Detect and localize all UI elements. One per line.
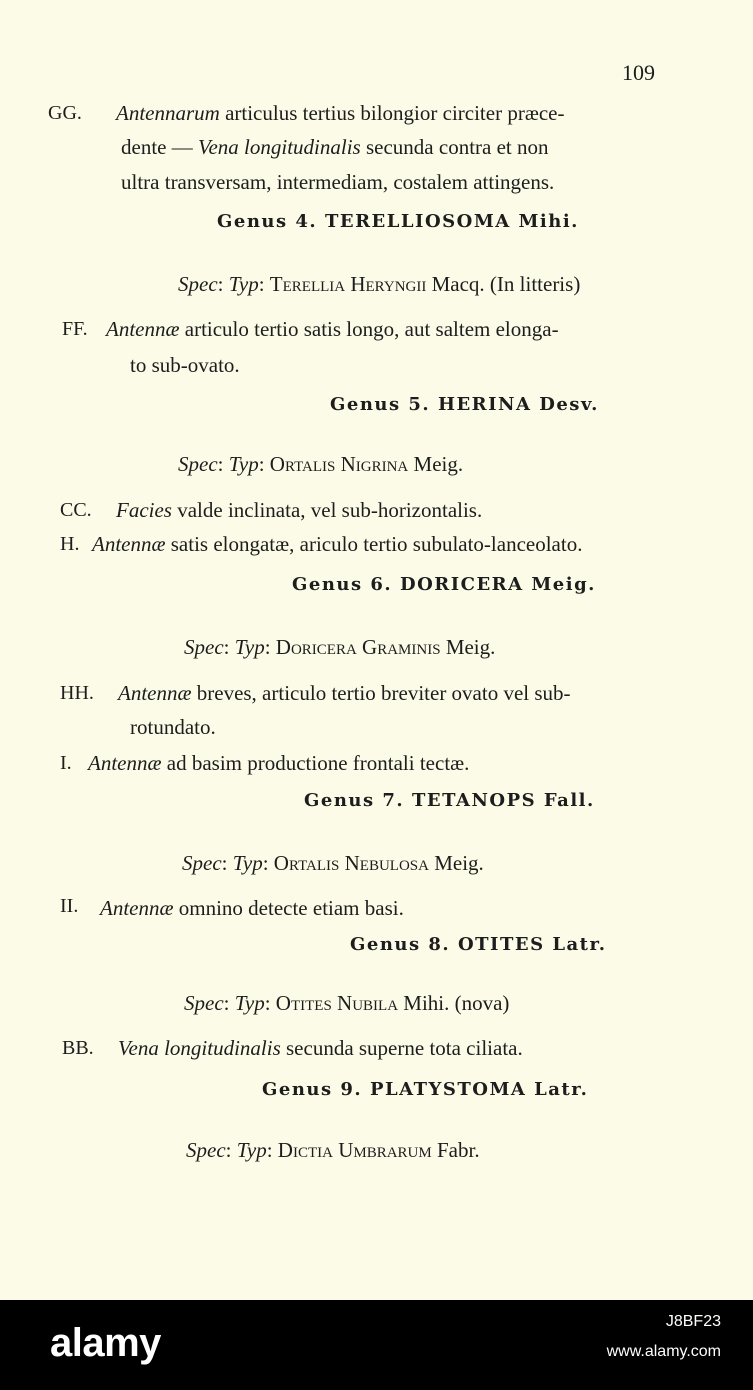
page-number: 109 (622, 60, 655, 85)
genus-heading: Genus 6. DORICERA Meig. (292, 574, 596, 595)
key-line: Vena longitudinalis secunda superne tota ciliata. (118, 1036, 523, 1060)
species-type-line: Spec: Typ: Doricera Graminis Meig. (184, 635, 496, 659)
genus-heading: Genus 9. PLATYSTOMA Latr. (262, 1079, 589, 1100)
key-label-hh: HH. (60, 682, 94, 704)
key-line: Antennæ ad basim productione frontali tectæ. (88, 751, 470, 775)
key-line: Antennæ breves, articulo tertio breviter ovato vel sub- (118, 681, 571, 705)
species-type-line: Spec: Typ: Ortalis Nebulosa Meig. (182, 851, 484, 875)
key-label-i: I. (60, 752, 72, 774)
species-type-line: Spec: Typ: Dictia Umbrarum Fabr. (186, 1138, 480, 1162)
key-line: Antennæ omnino detecte etiam basi. (100, 896, 404, 920)
image-id: J8BF23 (665, 1313, 721, 1330)
key-label-gg: GG. (48, 102, 82, 124)
key-line: rotundato. (130, 715, 216, 739)
key-line: Facies valde inclinata, vel sub-horizontalis. (116, 498, 483, 522)
key-line: Antennæ satis elongatæ, ariculo tertio subulato-lanceolato. (92, 532, 583, 556)
species-type-line: Spec: Typ: Terellia Heryngii Macq. (In litteris) (178, 272, 581, 296)
species-type-line: Spec: Typ: Ortalis Nigrina Meig. (178, 452, 464, 476)
key-label-cc: CC. (60, 499, 92, 521)
key-label-bb: BB. (62, 1037, 94, 1059)
genus-heading: Genus 7. TETANOPS Fall. (304, 790, 595, 811)
site-url: www.alamy.com (606, 1343, 721, 1360)
genus-heading: Genus 4. TERELLIOSOMA Mihi. (217, 211, 579, 232)
key-line: to sub-ovato. (130, 353, 240, 377)
genus-heading: Genus 8. OTITES Latr. (350, 934, 607, 955)
key-line: dente — Vena longitudinalis secunda contra et non (121, 135, 549, 159)
key-label-ii: II. (60, 895, 79, 917)
key-line: ultra transversam, intermediam, costalem attingens. (121, 170, 555, 194)
genus-heading: Genus 5. HERINA Desv. (330, 394, 599, 415)
key-label-ff: FF. (62, 318, 88, 340)
watermark-footer (0, 1300, 753, 1390)
brand-logo: alamy (50, 1321, 161, 1365)
species-type-line: Spec: Typ: Otites Nubila Mihi. (nova) (184, 991, 510, 1015)
key-label-h: H. (60, 533, 80, 555)
key-line: Antennæ articulo tertio satis longo, aut saltem elonga- (106, 317, 559, 341)
key-line: Antennarum articulus tertius bilongior circiter præce- (116, 101, 565, 125)
